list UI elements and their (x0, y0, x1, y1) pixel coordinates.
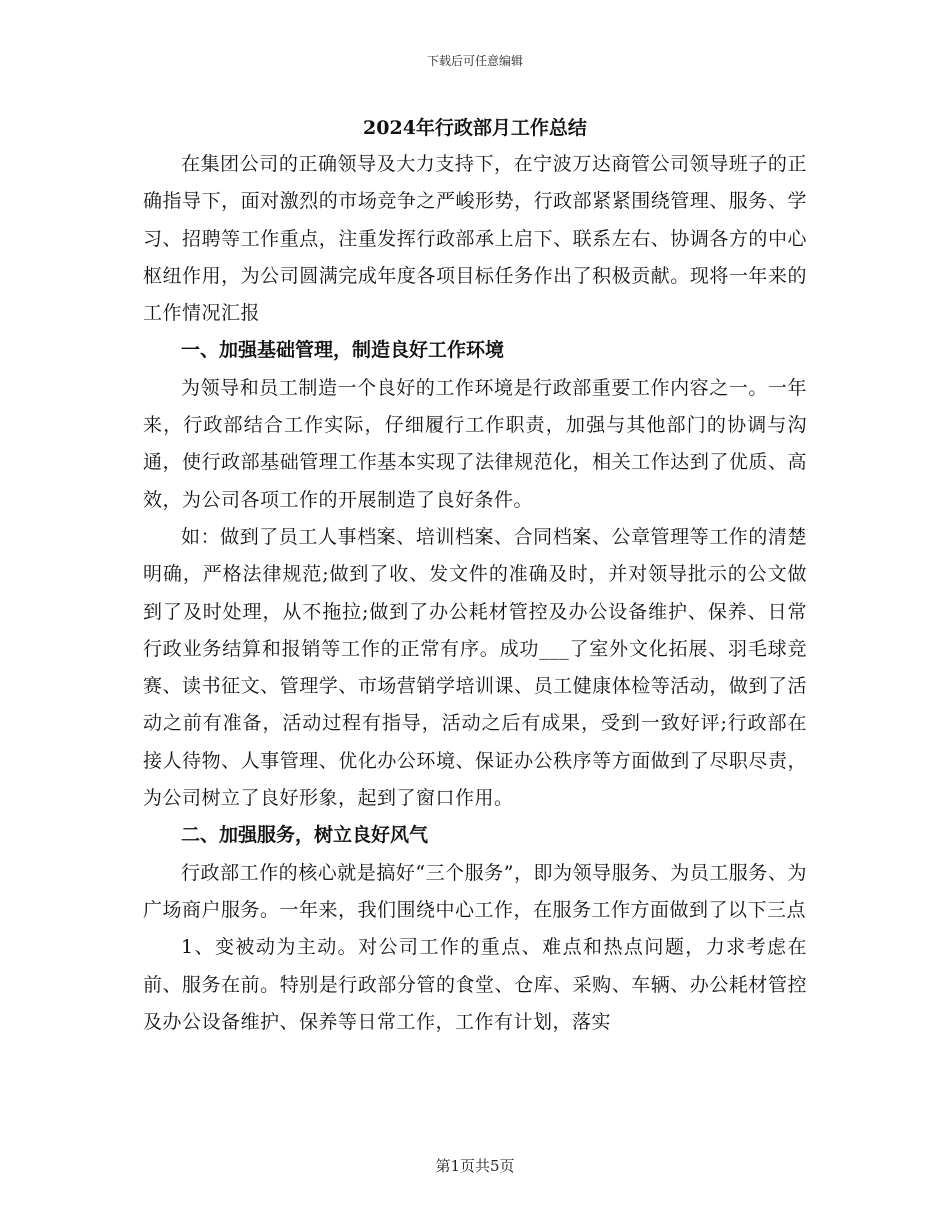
section-2-paragraph-2: 1、变被动为主动。对公司工作的重点、难点和热点问题，力求考虑在前、服务在前。特别是行政部分管的食堂、仓库、采购、车辆、办公耗材管控及办公设备维护、保养等日常工作，工作有计划，落实 (143, 936, 807, 1033)
intro-paragraph: 在集团公司的正确领导及大力支持下，在宁波万达商管公司领导班子的正确指导下，面对激烈的市场竞争之严峻形势，行政部紧紧围绕管理、服务、学习、招聘等工作重点，注重发挥行政部承上启下、联系左右、协调各方的中心枢纽作用，为公司圆满完成年度各项目标任务作出了积极贡献。现将一年来的工作情况汇报 (143, 153, 807, 325)
section-heading-2: 二、加强服务，树立良好风气 (181, 824, 429, 847)
page-header-note: 下载后可任意编辑 (426, 54, 523, 68)
section-heading-1: 一、加强基础管理，制造良好工作环境 (181, 339, 505, 362)
document-title: 2024年行政部月工作总结 (363, 117, 587, 139)
section-2-paragraph-1: 行政部工作的核心就是搞好“三个服务”，即为领导服务、为员工服务、为广场商户服务。一年来，我们围绕中心工作，在服务工作方面做到了以下三点 (143, 861, 807, 921)
page-number: 第1页共5页 (435, 1157, 515, 1175)
section-1-paragraph-2: 如：做到了员工人事档案、培训档案、合同档案、公章管理等工作的清楚明确，严格法律规范;做到了收、发文件的准确及时，并对领导批示的公文做到了及时处理，从不拖拉;做到了办公耗材管控及办公设备维护、保养、日常行政业务结算和报销等工作的正常有序。成功___了室外文化拓展、羽毛球竞赛、读书征文、管理学、市场营销学培训课、员工健康体检等活动，做到了活动之前有准备，活动过程有指导，活动之后有成果，受到一致好评;行政部在接人待物、人事管理、优化办公环境、保证办公秩序等方面做到了尽职尽责，为公司树立了良好形象，起到了窗口作用。 (143, 525, 807, 810)
document-body (143, 112, 807, 1041)
section-1-paragraph-1: 为领导和员工制造一个良好的工作环境是行政部重要工作内容之一。一年来，行政部结合工作实际，仔细履行工作职责，加强与其他部门的协调与沟通，使行政部基础管理工作基本实现了法律规范化，相关工作达到了优质、高效，为公司各项工作的开展制造了良好条件。 (143, 376, 807, 511)
